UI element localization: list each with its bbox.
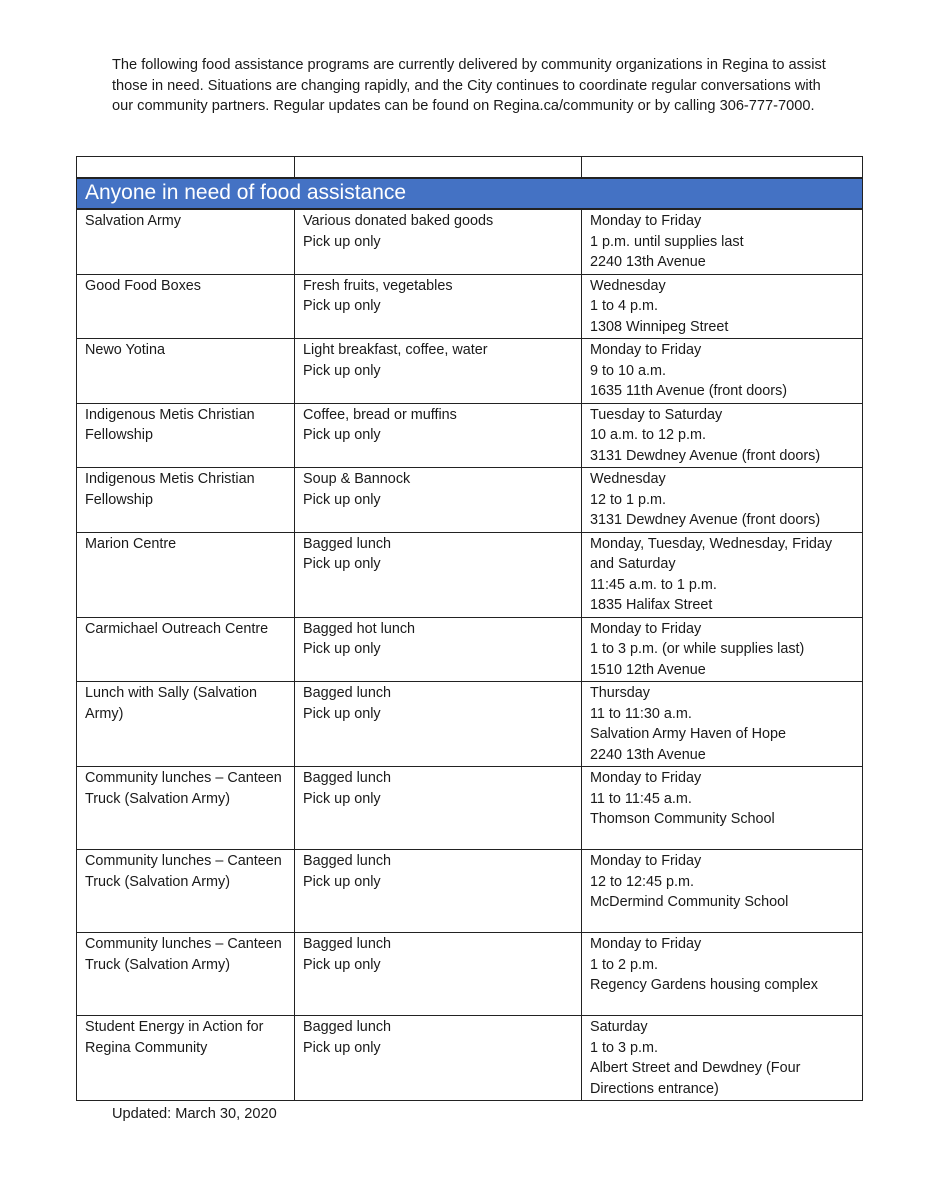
schedule-line: 11:45 a.m. to 1 p.m. — [590, 576, 717, 593]
organization-name: Salvation Army — [85, 213, 181, 229]
organization-cell — [77, 682, 295, 767]
header-cell — [295, 157, 582, 179]
schedule-line: Regency Gardens housing complex — [590, 977, 818, 993]
schedule-cell — [582, 339, 863, 404]
schedule-line: Monday to Friday — [590, 342, 702, 358]
food-line: Pick up only — [303, 556, 381, 572]
schedule-cell — [582, 532, 863, 617]
food-line: Pick up only — [303, 873, 381, 890]
food-cell — [295, 209, 582, 274]
food-cell — [295, 339, 582, 404]
schedule-cell — [582, 767, 863, 850]
schedule-line: 3131 Dewdney Avenue (front doors) — [590, 512, 821, 528]
schedule-line: 1 to 3 p.m. — [590, 1039, 658, 1056]
organization-cell — [77, 468, 295, 533]
table-row — [77, 339, 863, 404]
food-cell — [295, 682, 582, 767]
schedule-line: Salvation Army Haven of Hope — [590, 726, 786, 742]
intro-paragraph: The following food assistance programs are currently delivered by community organizations in Regina to assist those in need. Situations are changing rapidly, and the City continues to coordinate regular conversations with our community partners. Regular updates can be found on Regina.ca/community or by calling 306-777-7000. — [112, 57, 826, 114]
organization-name: Newo Yotina — [85, 342, 166, 358]
food-line: Fresh fruits, vegetables — [303, 277, 453, 294]
schedule-cell — [582, 850, 863, 933]
food-line: Pick up only — [303, 491, 381, 508]
food-line: Pick up only — [303, 298, 381, 314]
food-line: Pick up only — [303, 233, 381, 250]
schedule-line: 12 to 12:45 p.m. — [590, 873, 695, 890]
schedule-cell — [582, 682, 863, 767]
table-row — [77, 767, 863, 850]
food-line: Pick up only — [303, 705, 381, 722]
food-line: Pick up only — [303, 427, 381, 443]
organization-cell — [77, 209, 295, 274]
schedule-line: Albert Street and Dewdney (Four Directions entrance) — [590, 1060, 801, 1097]
schedule-line: Thomson Community School — [590, 811, 775, 827]
section-title: Anyone in need of food assistance — [77, 178, 863, 209]
food-line: Bagged lunch — [303, 535, 392, 552]
schedule-line: 1 to 3 p.m. (or while supplies last) — [590, 641, 805, 657]
food-line: Bagged lunch — [303, 1019, 392, 1035]
organization-cell — [77, 403, 295, 468]
food-line: Pick up only — [303, 362, 381, 379]
schedule-line: 2240 13th Avenue — [590, 746, 706, 763]
food-cell — [295, 403, 582, 468]
organization-cell — [77, 933, 295, 1016]
food-line: Bagged lunch — [303, 853, 392, 869]
food-cell — [295, 468, 582, 533]
organization-cell — [77, 850, 295, 933]
schedule-line: 1 p.m. until supplies last — [590, 233, 744, 250]
table-row — [77, 403, 863, 468]
table-row — [77, 617, 863, 682]
schedule-line: 2240 13th Avenue — [590, 254, 706, 270]
schedule-cell — [582, 209, 863, 274]
food-line: Light breakfast, coffee, water — [303, 342, 488, 358]
table-row — [77, 850, 863, 933]
schedule-line: Monday to Friday — [590, 213, 702, 229]
schedule-cell — [582, 403, 863, 468]
organization-cell — [77, 339, 295, 404]
food-cell — [295, 617, 582, 682]
food-line: Pick up only — [303, 956, 381, 973]
food-assistance-table — [76, 156, 863, 1101]
food-line: Bagged lunch — [303, 685, 392, 701]
schedule-line: Monday to Friday — [590, 853, 702, 869]
organization-name: Indigenous Metis Christian Fellowship — [85, 471, 255, 508]
organization-cell — [77, 1016, 295, 1101]
updated-date: Updated: March 30, 2020 — [112, 1106, 277, 1122]
food-line: Bagged hot lunch — [303, 620, 416, 637]
schedule-line: Wednesday — [590, 471, 666, 487]
header-cell — [582, 157, 863, 179]
food-line: Bagged lunch — [303, 770, 392, 786]
schedule-line: Wednesday — [590, 277, 666, 294]
schedule-line: Monday to Friday — [590, 770, 702, 786]
food-cell — [295, 850, 582, 933]
schedule-line: 3131 Dewdney Avenue (front doors) — [590, 447, 821, 464]
schedule-line: Monday to Friday — [590, 620, 702, 637]
food-line: Coffee, bread or muffins — [303, 406, 457, 423]
food-line: Bagged lunch — [303, 936, 392, 952]
food-line: Various donated baked goods — [303, 213, 494, 229]
schedule-cell — [582, 617, 863, 682]
schedule-line: 1510 12th Avenue — [590, 661, 706, 678]
section-header-row — [77, 178, 863, 209]
header-cell — [77, 157, 295, 179]
organization-name: Good Food Boxes — [85, 277, 201, 294]
schedule-line: 1 to 2 p.m. — [590, 956, 658, 973]
schedule-line: 10 a.m. to 12 p.m. — [590, 427, 706, 443]
schedule-cell — [582, 933, 863, 1016]
food-line: Pick up only — [303, 1039, 381, 1056]
table-row — [77, 933, 863, 1016]
table-row — [77, 532, 863, 617]
schedule-line: Monday to Friday — [590, 936, 702, 952]
organization-cell — [77, 767, 295, 850]
schedule-line: 1308 Winnipeg Street — [590, 318, 729, 335]
table-row — [77, 274, 863, 339]
schedule-line: 11 to 11:45 a.m. — [590, 790, 692, 807]
food-line: Pick up only — [303, 790, 381, 807]
food-cell — [295, 274, 582, 339]
schedule-line: 9 to 10 a.m. — [590, 362, 666, 379]
food-line: Soup & Bannock — [303, 471, 411, 487]
organization-name: Student Energy in Action for Regina Community — [85, 1019, 264, 1056]
schedule-line: 1 to 4 p.m. — [590, 298, 658, 314]
schedule-line: 11 to 11:30 a.m. — [590, 705, 692, 722]
schedule-line: Thursday — [590, 685, 650, 701]
table-row — [77, 682, 863, 767]
organization-name: Lunch with Sally (Salvation Army) — [85, 685, 257, 722]
schedule-cell — [582, 1016, 863, 1101]
organization-name: Community lunches – Canteen Truck (Salvation Army) — [85, 853, 282, 890]
organization-name: Community lunches – Canteen Truck (Salvation Army) — [85, 770, 282, 807]
food-cell — [295, 933, 582, 1016]
schedule-line: Monday, Tuesday, Wednesday, Friday and Saturday — [590, 535, 833, 572]
schedule-line: Tuesday to Saturday — [590, 406, 723, 423]
empty-header-row — [77, 157, 863, 179]
organization-name: Indigenous Metis Christian Fellowship — [85, 406, 255, 443]
schedule-cell — [582, 468, 863, 533]
organization-cell — [77, 274, 295, 339]
food-cell — [295, 532, 582, 617]
table-row — [77, 1016, 863, 1101]
table-row — [77, 468, 863, 533]
schedule-line: Saturday — [590, 1019, 648, 1035]
schedule-cell — [582, 274, 863, 339]
food-cell — [295, 1016, 582, 1101]
table-row — [77, 209, 863, 274]
food-cell — [295, 767, 582, 850]
schedule-line: 12 to 1 p.m. — [590, 491, 666, 508]
organization-cell — [77, 617, 295, 682]
schedule-line: 1635 11th Avenue (front doors) — [590, 383, 788, 399]
table-body — [77, 157, 863, 1101]
schedule-line: McDermind Community School — [590, 894, 789, 910]
schedule-line: 1835 Halifax Street — [590, 597, 713, 613]
organization-name: Carmichael Outreach Centre — [85, 620, 269, 637]
organization-cell — [77, 532, 295, 617]
food-line: Pick up only — [303, 641, 381, 657]
organization-name: Community lunches – Canteen Truck (Salvation Army) — [85, 936, 282, 973]
organization-name: Marion Centre — [85, 535, 177, 552]
